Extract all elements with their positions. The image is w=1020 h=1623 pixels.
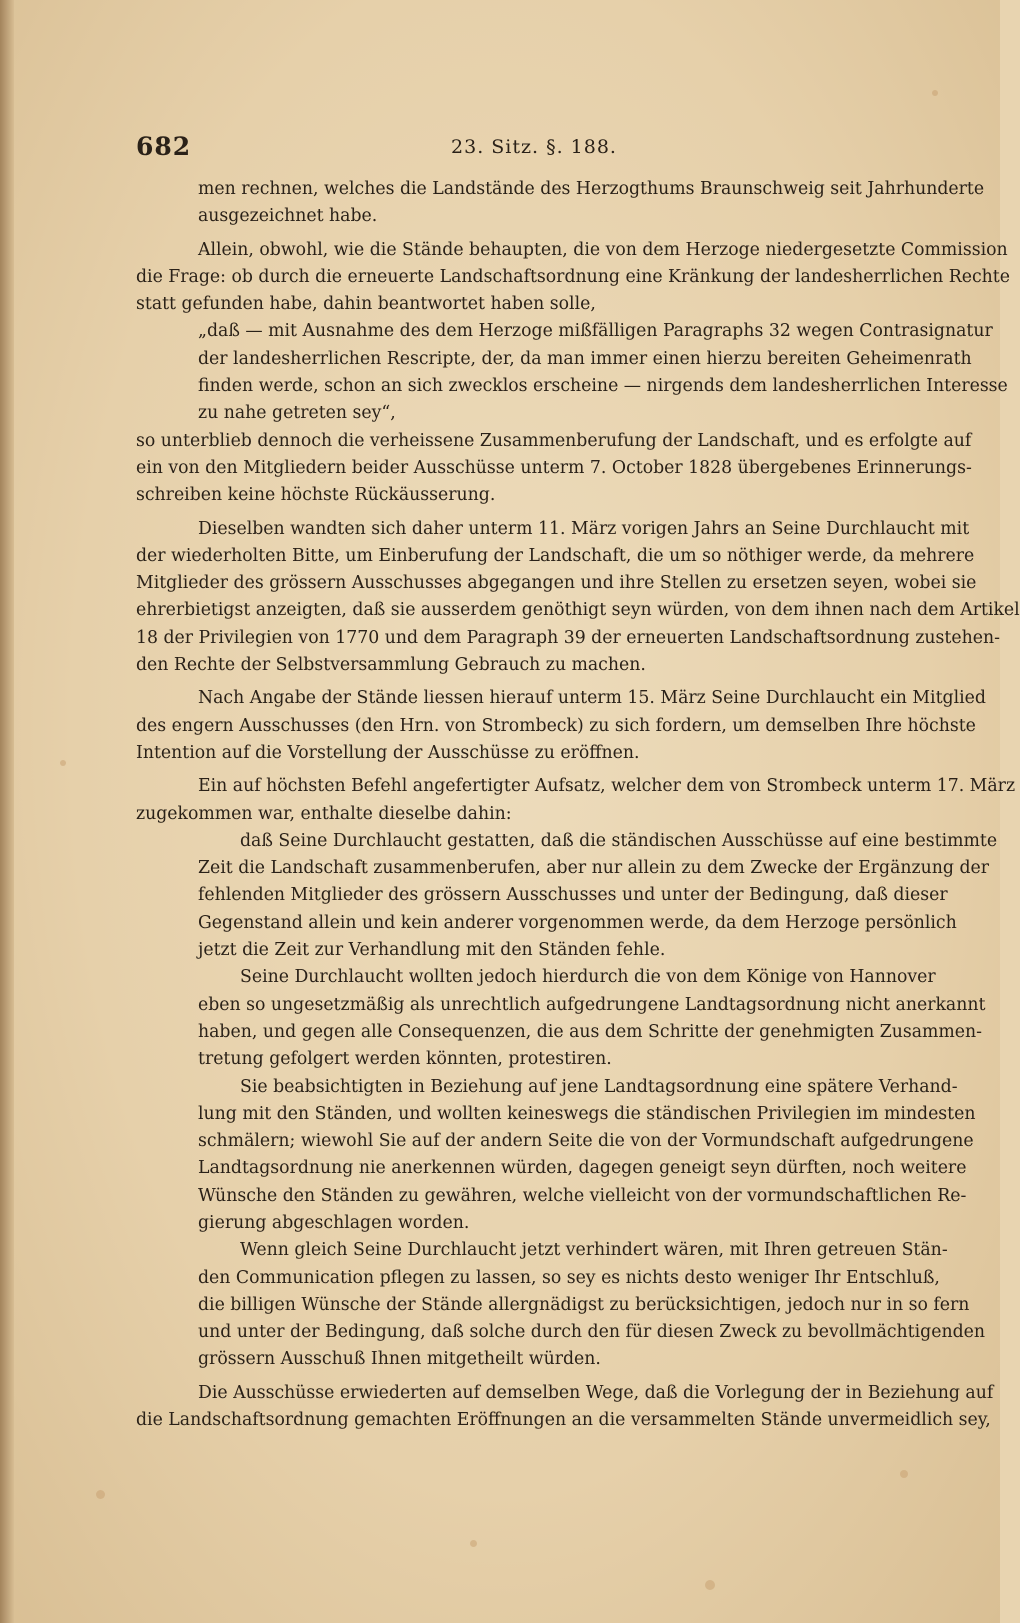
- text-line: jetzt die Zeit zur Verhandlung mit den Ständen fehle.: [198, 940, 666, 961]
- text-line: lung mit den Ständen, und wollten keineswegs die ständischen Privilegien im mindesten: [198, 1103, 976, 1124]
- text-line: tretung gefolgert werden könnten, protestiren.: [198, 1049, 612, 1070]
- foxing-spot: [470, 1540, 477, 1547]
- page-edge-shadow: [0, 0, 14, 1623]
- running-head: 23. Sitz. §. 188.: [451, 136, 617, 158]
- foxing-spot: [932, 90, 938, 96]
- page-number: 682: [136, 132, 192, 161]
- text-line: Wenn gleich Seine Durchlaucht jetzt verhindert wären, mit Ihren getreuen Stän-: [240, 1240, 948, 1261]
- text-line: grössern Ausschuß Ihnen mitgetheilt würden.: [198, 1349, 601, 1370]
- body-text: [136, 176, 1020, 1434]
- text-line: gierung abgeschlagen worden.: [198, 1212, 470, 1233]
- text-line: Allein, obwohl, wie die Stände behaupten, die von dem Herzoge niedergesetzte Commission: [198, 239, 1008, 260]
- text-line: des engern Ausschusses (den Hrn. von Strombeck) zu sich fordern, um demselben Ihre höchste: [136, 715, 976, 736]
- text-line: Landtagsordnung nie anerkennen würden, dagegen geneigt seyn dürften, noch weitere: [198, 1158, 967, 1179]
- text-line: 18 der Privilegien von 1770 und dem Paragraph 39 der erneuerten Landschaftsordnung zustehen-: [136, 627, 1000, 648]
- text-line: ehrerbietigst anzeigten, daß sie ausserdem genöthigt seyn würden, von dem ihnen nach dem Artikel: [136, 600, 1020, 621]
- text-line: haben, und gegen alle Consequenzen, die aus dem Schritte der genehmigten Zusammen-: [198, 1021, 982, 1042]
- text-line: „daß — mit Ausnahme des dem Herzoge mißfälligen Paragraphs 32 wegen Contrasignatur: [198, 321, 993, 342]
- page-header: [136, 132, 932, 172]
- text-line: die Landschaftsordnung gemachten Eröffnungen an die versammelten Stände unvermeidlich sey,: [136, 1410, 991, 1431]
- text-line: eben so ungesetzmäßig als unrechtlich aufgedrungene Landtagsordnung nicht anerkannt: [198, 994, 986, 1015]
- text-line: Gegenstand allein und kein anderer vorgenommen werde, da dem Herzoge persönlich: [198, 912, 957, 933]
- foxing-spot: [705, 1580, 715, 1590]
- foxing-spot: [900, 1470, 908, 1478]
- text-line: und unter der Bedingung, daß solche durch den für diesen Zweck zu bevollmächtigenden: [198, 1322, 985, 1343]
- text-line: schreiben keine höchste Rückäusserung.: [136, 485, 496, 506]
- text-line: Sie beabsichtigten in Beziehung auf jene Landtagsordnung eine spätere Verhand-: [240, 1076, 958, 1097]
- text-line: Seine Durchlaucht wollten jedoch hierdurch die von dem Könige von Hannover: [240, 967, 936, 988]
- text-line: Dieselben wandten sich daher unterm 11. März vorigen Jahrs an Seine Durchlaucht mit: [198, 518, 970, 539]
- text-line: den Rechte der Selbstversammlung Gebrauch zu machen.: [136, 655, 646, 676]
- text-line: der landesherrlichen Rescripte, der, da man immer einen hierzu bereiten Geheimenrath: [198, 348, 972, 369]
- text-line: die Frage: ob durch die erneuerte Landschaftsordnung eine Kränkung der landesherrlichen Rechte: [136, 266, 1010, 287]
- text-line: finden werde, schon an sich zwecklos erscheine — nirgends dem landesherrlichen Interesse: [198, 376, 1008, 397]
- text-line: men rechnen, welches die Landstände des Herzogthums Braunschweig seit Jahrhunderte: [198, 179, 985, 199]
- foxing-spot: [96, 1490, 105, 1499]
- text-line: Intention auf die Vorstellung der Ausschüsse zu eröffnen.: [136, 742, 640, 763]
- text-line: Zeit die Landschaft zusammenberufen, aber nur allein zu dem Zwecke der Ergänzung der: [198, 858, 990, 879]
- foxing-spot: [60, 760, 66, 766]
- text-line: zugekommen war, enthalte dieselbe dahin:: [136, 803, 512, 824]
- text-line: die billigen Wünsche der Stände allergnädigst zu berücksichtigen, jedoch nur in so fern: [198, 1294, 970, 1315]
- text-line: ausgezeichnet habe.: [198, 206, 378, 227]
- text-line: ein von den Mitgliedern beider Ausschüsse unterm 7. October 1828 übergebenes Erinnerungs-: [136, 457, 972, 478]
- text-line: daß Seine Durchlaucht gestatten, daß die ständischen Ausschüsse auf eine bestimmte: [240, 830, 998, 851]
- text-line: zu nahe getreten sey“,: [198, 403, 396, 424]
- text-line: statt gefunden habe, dahin beantwortet haben solle,: [136, 294, 596, 315]
- text-line: schmälern; wiewohl Sie auf der andern Seite die von der Vormundschaft aufgedrungene: [198, 1131, 974, 1152]
- text-line: so unterblieb dennoch die verheissene Zusammenberufung der Landschaft, und es erfolgte auf: [136, 430, 972, 451]
- text-line: Wünsche den Ständen zu gewähren, welche vielleicht von der vormundschaftlichen Re-: [198, 1185, 967, 1206]
- text-line: der wiederholten Bitte, um Einberufung der Landschaft, die um so nöthiger werde, da mehrere: [136, 545, 975, 566]
- text-line: Ein auf höchsten Befehl angefertigter Aufsatz, welcher dem von Strombeck unterm 17. März: [198, 776, 1016, 797]
- text-line: Die Ausschüsse erwiederten auf demselben Wege, daß die Vorlegung der in Beziehung auf: [198, 1382, 994, 1403]
- text-line: Mitglieder des grössern Ausschusses abgegangen und ihre Stellen zu ersetzen seyen, wobei sie: [136, 573, 977, 594]
- text-line: Nach Angabe der Stände liessen hierauf unterm 15. März Seine Durchlaucht ein Mitglied: [198, 688, 986, 709]
- text-line: den Communication pflegen zu lassen, so sey es nichts desto weniger Ihr Entschluß,: [198, 1267, 940, 1288]
- text-line: fehlenden Mitglieder des grössern Ausschusses und unter der Bedingung, daß dieser: [198, 885, 948, 906]
